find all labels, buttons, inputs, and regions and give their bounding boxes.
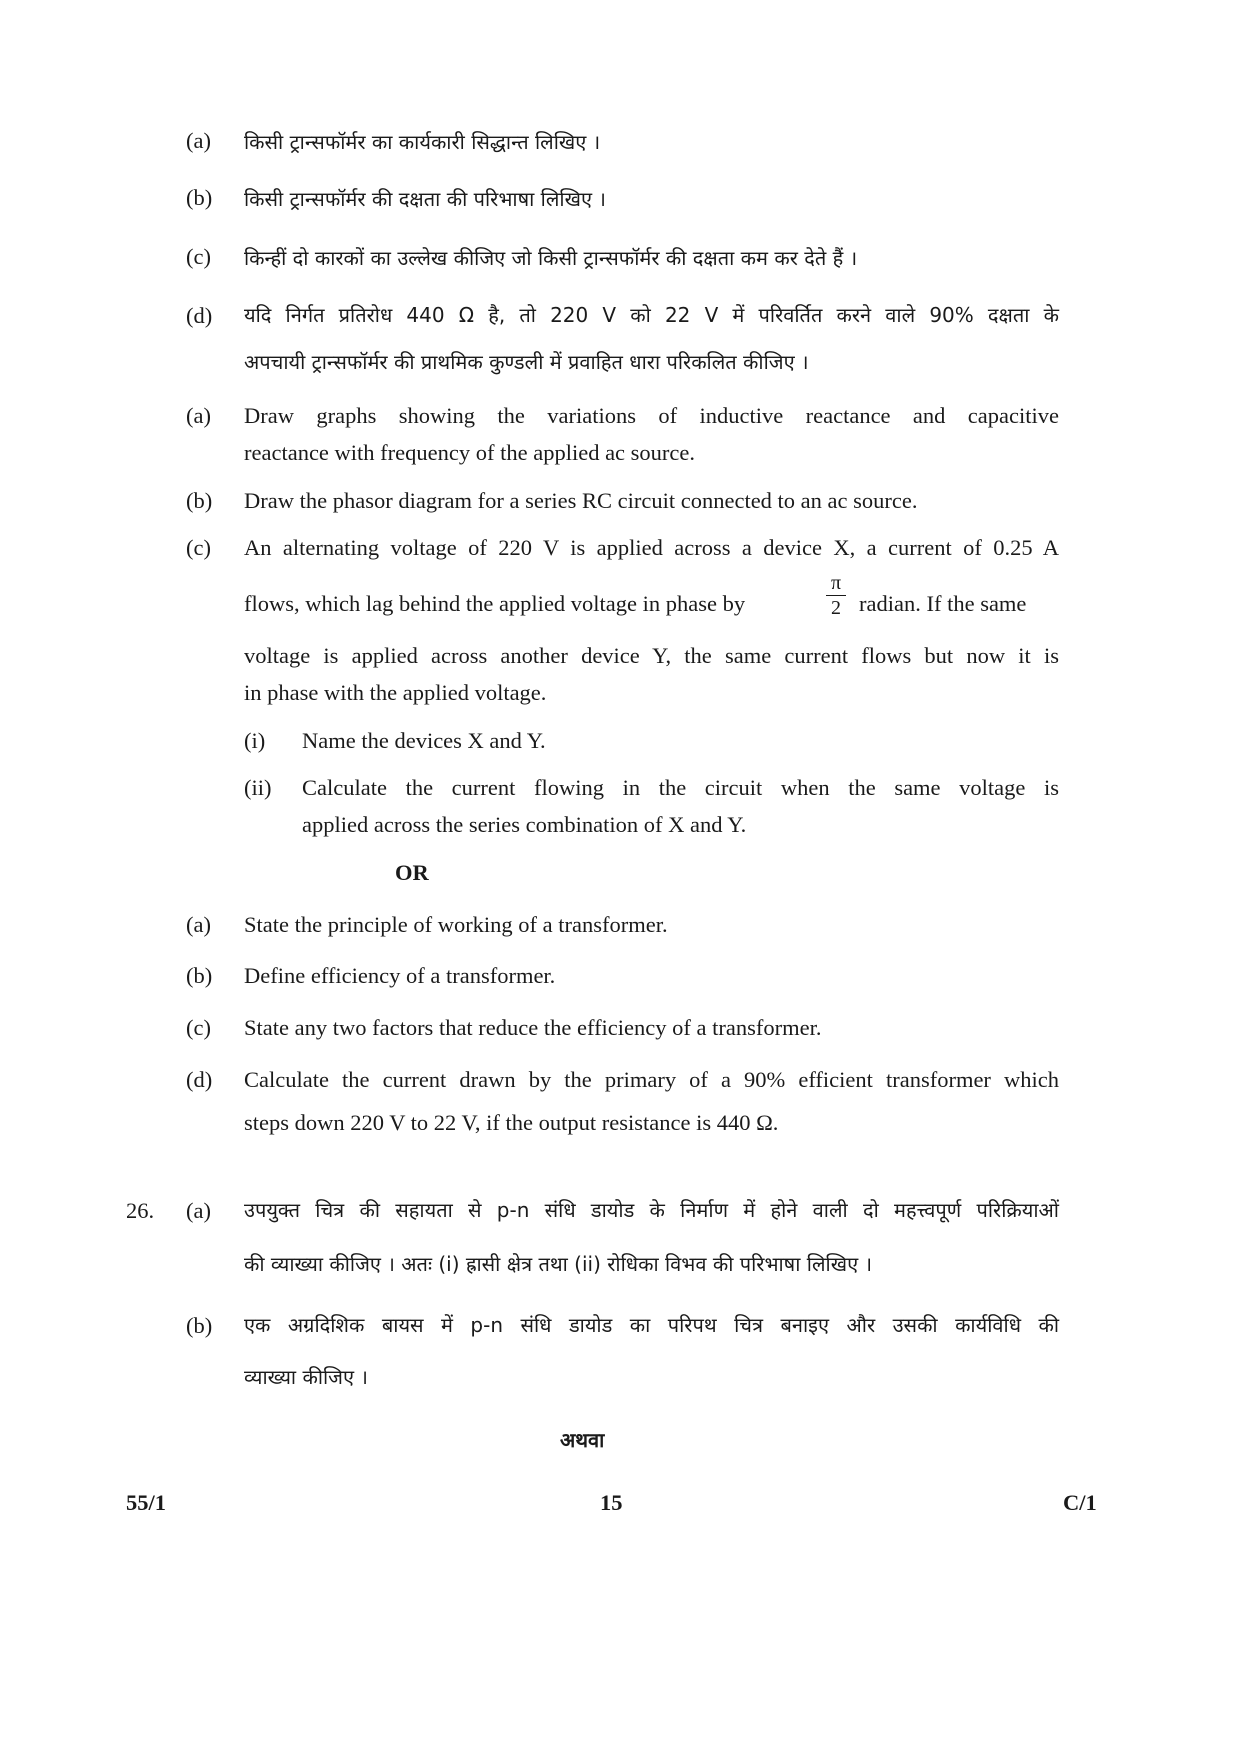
hindi-q25-c-text: किन्हीं दो कारकों का उल्लेख कीजिए जो किसी ट्रान्सफॉर्मर की दक्षता कम कर देते हैं ।: [244, 246, 858, 270]
item-label-b: (b): [186, 488, 213, 513]
hindi-q25-d-line1: यदि निर्गत प्रतिरोध 440 Ω है, तो 220 V को 22 V में परिवर्तित करने वाले 90% दक्षता के: [244, 303, 1059, 327]
item-label-a: (a): [186, 128, 211, 153]
q26-b-line2: व्याख्या कीजिए ।: [244, 1365, 369, 1389]
item-label-c: (c): [186, 244, 211, 269]
item-label-b: (b): [186, 963, 213, 988]
english-or-c-text: State any two factors that reduce the efficiency of a transformer.: [244, 1015, 822, 1040]
english-or-d-line1: Calculate the current drawn by the primary of a 90% efficient transformer which: [244, 1067, 1059, 1092]
english-q25-c-line4: in phase with the applied voltage.: [244, 680, 547, 705]
item-label-c: (c): [186, 535, 211, 560]
english-or-d-line2: steps down 220 V to 22 V, if the output resistance is 440 Ω.: [244, 1110, 779, 1135]
page-number: 15: [600, 1490, 623, 1515]
fraction-denominator: 2: [831, 597, 841, 619]
paper-code: 55/1: [126, 1490, 167, 1515]
english-q25-c-line2-pre: flows, which lag behind the applied voltage in phase by: [244, 591, 746, 616]
set-code: C/1: [1063, 1490, 1097, 1515]
item-label-d: (d): [186, 1067, 213, 1092]
q26-a-line1: उपयुक्त चित्र की सहायता से p-n संधि डायोड के निर्माण में होने वाली दो महत्त्वपूर्ण परिक्रियाओं: [244, 1198, 1059, 1222]
fraction-bar: [826, 595, 846, 596]
item-label-c: (c): [186, 1015, 211, 1040]
english-q25-c-line1: An alternating voltage of 220 V is applied across a device X, a current of 0.25 A: [244, 535, 1059, 560]
question-number: 26.: [126, 1198, 155, 1223]
item-label-a: (a): [186, 403, 211, 428]
hindi-q25-a-text: किसी ट्रान्सफॉर्मर का कार्यकारी सिद्धान्त लिखिए ।: [244, 130, 601, 154]
item-label-b: (b): [186, 185, 213, 210]
english-q25-a-line2: reactance with frequency of the applied ac source.: [244, 440, 696, 465]
item-label-a: (a): [186, 912, 211, 937]
english-q25-c-ii-line1: Calculate the current flowing in the circuit when the same voltage is: [302, 775, 1059, 800]
subitem-label-i: (i): [244, 728, 266, 753]
or-heading: OR: [395, 860, 429, 885]
english-q25-c-i-text: Name the devices X and Y.: [302, 728, 546, 753]
q26-a-line2: की व्याख्या कीजिए । अतः (i) ह्रासी क्षेत्र तथा (ii) रोधिका विभव की परिभाषा लिखिए ।: [244, 1252, 873, 1276]
athva-heading: अथवा: [560, 1428, 605, 1452]
english-q25-c-line3: voltage is applied across another device Y, the same current flows but now it is: [244, 643, 1059, 668]
item-label-d: (d): [186, 303, 213, 328]
english-q25-a-line1: Draw graphs showing the variations of inductive reactance and capacitive: [244, 403, 1059, 428]
item-label-b: (b): [186, 1313, 213, 1338]
english-q25-c-line2-post: radian. If the same: [859, 591, 1027, 616]
item-label-a: (a): [186, 1198, 211, 1223]
q26-b-line1: एक अग्रदिशिक बायस में p-n संधि डायोड का परिपथ चित्र बनाइए और उसकी कार्यविधि की: [244, 1313, 1059, 1337]
english-q25-c-ii-line2: applied across the series combination of X and Y.: [302, 812, 747, 837]
english-q25-b-text: Draw the phasor diagram for a series RC circuit connected to an ac source.: [244, 488, 918, 513]
english-or-a-text: State the principle of working of a transformer.: [244, 912, 668, 937]
hindi-q25-b-text: किसी ट्रान्सफॉर्मर की दक्षता की परिभाषा लिखिए ।: [244, 187, 606, 211]
fraction-numerator: π: [830, 572, 842, 594]
english-or-b-text: Define efficiency of a transformer.: [244, 963, 556, 988]
hindi-q25-d-line2: अपचायी ट्रान्सफॉर्मर की प्राथमिक कुण्डली में प्रवाहित धारा परिकलित कीजिए ।: [244, 350, 809, 374]
subitem-label-ii: (ii): [244, 775, 272, 800]
pi-over-2-fraction: [826, 573, 846, 618]
